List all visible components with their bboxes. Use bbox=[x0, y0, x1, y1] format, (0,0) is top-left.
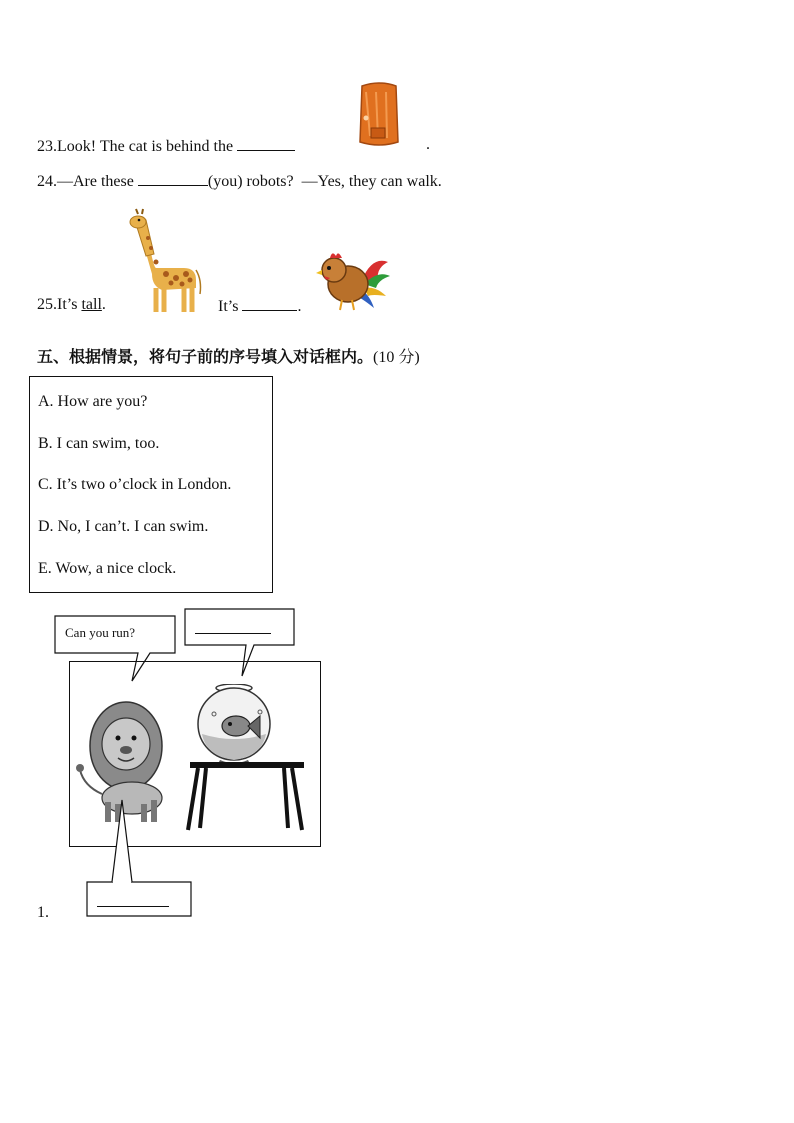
q25-second-text: It’s bbox=[218, 298, 243, 315]
item-number: 1. bbox=[37, 904, 49, 921]
q24-text: 24.—Are these bbox=[37, 173, 138, 190]
option-d: D. No, I can’t. I can swim. bbox=[38, 518, 209, 535]
rooster-image bbox=[312, 246, 392, 314]
q25-word: tall bbox=[81, 296, 102, 313]
question-25-second bbox=[218, 296, 301, 316]
section-5-heading bbox=[37, 344, 420, 367]
q25-end: . bbox=[297, 298, 302, 315]
bubble-lion-text: Can you run? bbox=[65, 625, 136, 640]
answer-box-blank[interactable] bbox=[97, 892, 169, 907]
q25-text: 25.It’s bbox=[37, 296, 82, 313]
q24-answer: —Yes, they can walk. bbox=[301, 173, 442, 190]
q23-text: 23.Look! The cat is behind the bbox=[37, 138, 238, 155]
q25-blank[interactable] bbox=[242, 296, 297, 311]
q23-period: . bbox=[426, 136, 430, 153]
option-e: E. Wow, a nice clock. bbox=[38, 560, 177, 577]
fishbowl-table-image bbox=[184, 684, 308, 836]
q24-blank[interactable] bbox=[138, 171, 208, 186]
option-b: B. I can swim, too. bbox=[38, 435, 160, 452]
q25-dot: . bbox=[101, 296, 106, 313]
option-c: C. It’s two o’clock in London. bbox=[38, 476, 232, 493]
door-image bbox=[356, 82, 402, 148]
q23-blank[interactable] bbox=[237, 136, 295, 151]
option-a: A. How are you? bbox=[38, 393, 148, 410]
question-23 bbox=[37, 136, 295, 156]
q24-hint: (you) robots? bbox=[207, 173, 294, 190]
options-box bbox=[29, 376, 273, 593]
question-24 bbox=[37, 171, 442, 191]
section-5-title: 五、根据情景，将句子前的序号填入对话框内。 bbox=[37, 347, 374, 366]
bubble-fish-blank[interactable] bbox=[195, 619, 271, 634]
giraffe-image bbox=[126, 208, 206, 314]
question-25 bbox=[37, 296, 106, 314]
section-5-score: (10 分) bbox=[373, 349, 420, 366]
